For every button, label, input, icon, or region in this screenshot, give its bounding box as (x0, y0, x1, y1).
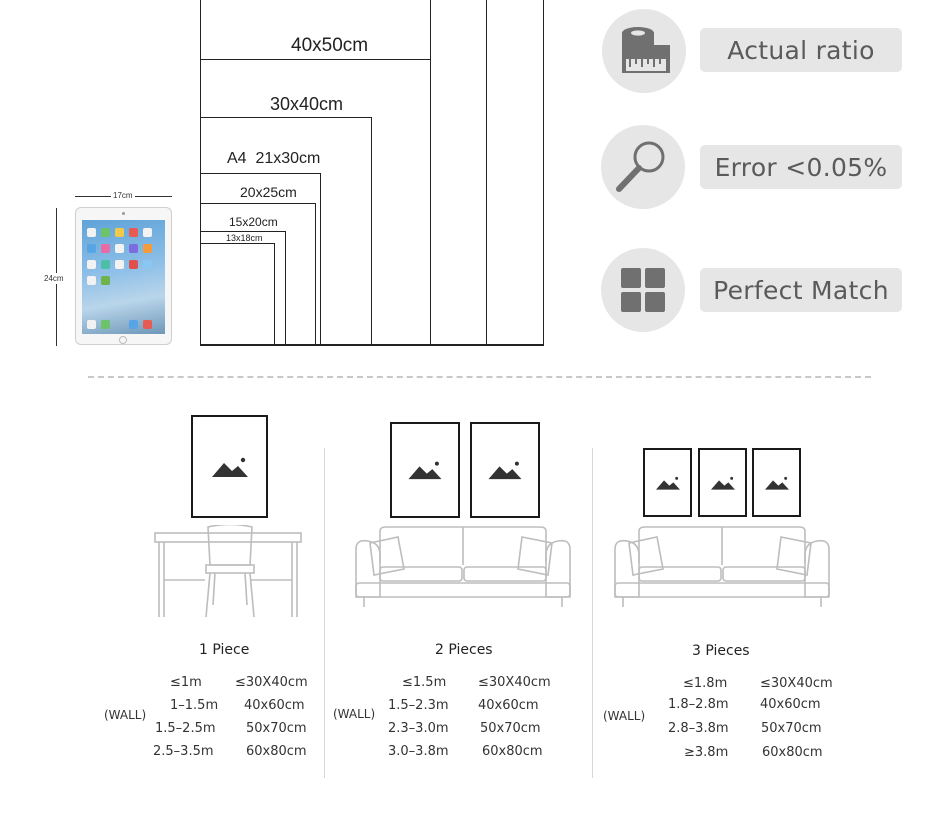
poster-size: 40x60cm (478, 698, 539, 713)
column-divider (324, 448, 325, 778)
tablet-height-label: 24cm (44, 274, 64, 283)
poster-size: 50x70cm (480, 721, 541, 736)
mountain-image-icon (709, 475, 737, 491)
wall-width: 2.3–3.0m (388, 721, 449, 736)
wall-width: 2.5–3.5m (153, 744, 214, 759)
feature-circle-2 (601, 125, 685, 209)
frame-outer-2 (486, 0, 544, 346)
feature-actual-ratio: Actual ratio (700, 28, 902, 72)
poster-size: 60x80cm (482, 744, 543, 759)
mountain-image-icon (486, 459, 524, 481)
label-20x25: 20x25cm (240, 184, 297, 200)
poster-size: 40x60cm (244, 698, 305, 713)
section-divider (88, 376, 871, 378)
tablet-width-label: 17cm (113, 191, 133, 200)
poster (698, 448, 747, 517)
mountain-image-icon (763, 475, 791, 491)
tablet-image (75, 207, 172, 345)
poster (191, 415, 268, 518)
frame-baseline (200, 344, 543, 346)
poster-size: 40x60cm (760, 697, 821, 712)
tablet-screen (82, 220, 165, 334)
poster-size: ≤30X40cm (478, 675, 551, 690)
wall-width: ≤1.5m (402, 675, 447, 690)
wall-label: (WALL) (333, 707, 376, 721)
tablet-home-button (119, 336, 127, 344)
feature-circle-1 (602, 9, 686, 93)
wall-width: ≥3.8m (684, 745, 729, 760)
mountain-image-icon (654, 475, 682, 491)
grid-icon (601, 248, 685, 332)
poster (470, 422, 540, 518)
wall-width: 1–1.5m (170, 698, 219, 713)
wall-label: (WALL) (104, 708, 147, 722)
piece-title: 3 Pieces (692, 643, 750, 659)
piece-title: 1 Piece (199, 642, 250, 658)
poster (752, 448, 801, 517)
label-40x50: 40x50cm (291, 35, 369, 56)
wall-label: (WALL) (603, 709, 646, 723)
sofa-illustration (352, 525, 574, 615)
wall-width: 3.0–3.8m (388, 744, 449, 759)
poster-size: 60x80cm (762, 745, 823, 760)
feature-error-rate: Error <0.05% (700, 145, 902, 189)
poster (390, 422, 460, 518)
sofa-illustration (611, 525, 833, 615)
poster-size: 50x70cm (246, 721, 307, 736)
poster-size: ≤30X40cm (760, 676, 833, 691)
poster-size: ≤30X40cm (235, 675, 308, 690)
label-30x40: 30x40cm (270, 94, 344, 114)
wall-width: 1.5–2.3m (388, 698, 449, 713)
mountain-image-icon (406, 459, 444, 481)
poster (643, 448, 692, 517)
desk-chair-illustration (150, 525, 306, 620)
tape-measure-icon (602, 9, 686, 93)
mountain-image-icon (210, 455, 250, 479)
feature-circle-3 (601, 248, 685, 332)
wall-width: 1.8–2.8m (668, 697, 729, 712)
feature-perfect-match: Perfect Match (700, 268, 902, 312)
poster-size: 60x80cm (246, 744, 307, 759)
label-a4: A4 21x30cm (227, 150, 321, 167)
wall-width: ≤1m (170, 675, 202, 690)
column-divider (592, 448, 593, 778)
wall-width: ≤1.8m (683, 676, 728, 691)
wall-width: 1.5–2.5m (155, 721, 216, 736)
tablet-camera (122, 212, 125, 215)
poster-size: 50x70cm (761, 721, 822, 736)
magnifier-icon (601, 125, 685, 209)
piece-title: 2 Pieces (435, 642, 493, 658)
frame-13x18 (200, 243, 275, 346)
wall-width: 2.8–3.8m (668, 721, 729, 736)
label-15x20: 15x20cm (229, 215, 278, 229)
label-13x18: 13x18cm (226, 233, 263, 243)
